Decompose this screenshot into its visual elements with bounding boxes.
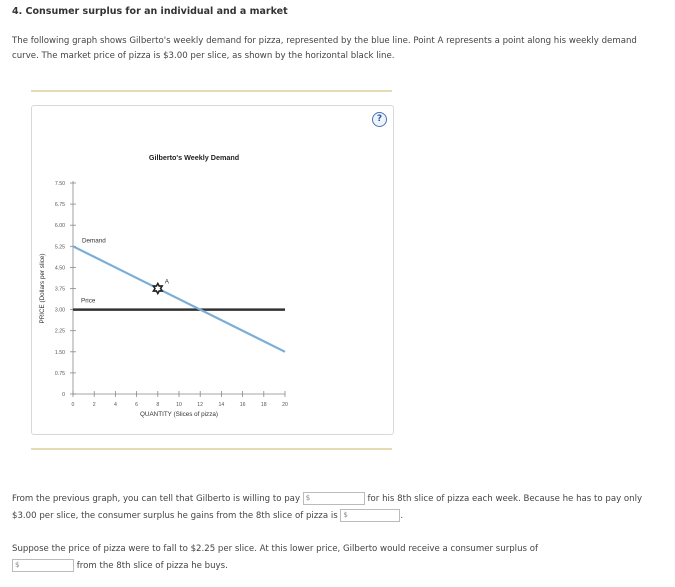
- q1-text-2: for his 8th slice of pizza each week. Because he has to pay only $3.00 per slice, the consumer surplus he gains from the 8th slice of pizza is: [12, 494, 643, 521]
- bottom-divider: [31, 448, 392, 450]
- question-intro: The following graph shows Gilberto's weekly demand for pizza, represented by the blue line. Point A represents a point along his weekly demand curve. The market price of pizza is $3.00 per slice, as shown by the horizontal black line.: [12, 36, 637, 61]
- x-tick-label: 4: [113, 402, 117, 408]
- point-a-label: A: [164, 278, 170, 286]
- x-tick-label: 16: [239, 402, 246, 408]
- price-line-label: Price: [81, 297, 96, 305]
- y-axis-label: PRICE (Dollars per slice): [39, 253, 46, 324]
- q1-text-1: From the previous graph, you can tell that Gilberto is willing to pay: [12, 494, 301, 504]
- graph-panel: [31, 105, 394, 435]
- x-tick-label: 2: [92, 402, 96, 408]
- y-tick-label: 5.25: [54, 244, 65, 251]
- top-divider: [31, 90, 392, 92]
- y-tick-label: 3.00: [54, 307, 65, 314]
- x-tick-label: 10: [176, 402, 182, 408]
- x-axis-label: QUANTITY (Slices of pizza): [140, 411, 218, 418]
- y-tick-label: 1.50: [54, 349, 65, 356]
- x-tick-label: 20: [282, 402, 288, 408]
- x-tick-label: 8: [156, 402, 160, 408]
- willingness-to-pay-input[interactable]: $: [303, 492, 365, 505]
- q1-text-3: .: [400, 511, 404, 521]
- x-tick-label: 14: [218, 402, 225, 408]
- chart-title: Gilberto's Weekly Demand: [148, 153, 240, 162]
- question-1: [12, 491, 652, 525]
- question-title: 4. Consumer surplus for an individual and a market: [12, 6, 288, 17]
- y-tick-label: 6.00: [54, 223, 65, 230]
- demand-line: [73, 246, 285, 351]
- consumer-surplus-input[interactable]: $: [340, 509, 400, 522]
- y-tick-label: 6.75: [54, 202, 65, 209]
- q2-text-2: from the 8th slice of pizza he buys.: [76, 561, 228, 571]
- point-a-marker: [153, 284, 162, 294]
- y-tick-label: 4.50: [54, 265, 65, 272]
- help-icon[interactable]: ?: [372, 112, 387, 127]
- q2-text-1: Suppose the price of pizza were to fall to $2.25 per slice. At this lower price, Gilberto would receive a consumer surplus of: [12, 544, 539, 554]
- demand-line-label: Demand: [82, 237, 106, 245]
- x-tick-label: 12: [197, 402, 204, 408]
- y-tick-label: 3.75: [54, 286, 65, 293]
- lower-price-surplus-input[interactable]: $: [12, 559, 74, 572]
- y-tick-label: 0: [62, 392, 65, 398]
- y-tick-label: 2.25: [54, 328, 65, 335]
- y-tick-label: 7.50: [54, 181, 65, 187]
- x-tick-label: 18: [260, 402, 267, 408]
- question-2: [12, 541, 612, 575]
- x-tick-label: 0: [71, 402, 75, 408]
- y-tick-label: 0.75: [54, 370, 65, 377]
- demand-chart: [32, 106, 393, 434]
- x-tick-label: 6: [135, 402, 139, 408]
